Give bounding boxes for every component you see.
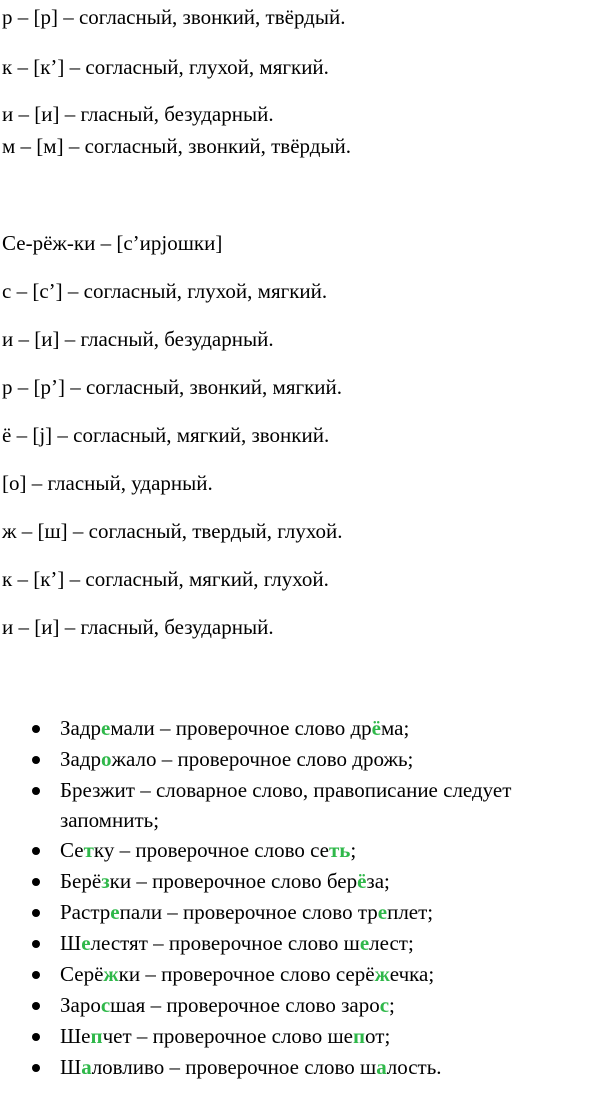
list-item: Задремали – проверочное слово дрёма;	[0, 713, 599, 744]
list-item: Заросшая – проверочное слово зарос;	[0, 990, 599, 1021]
list-item: Берёзки – проверочное слово берёза;	[0, 866, 599, 897]
bullet-icon	[32, 756, 40, 764]
list-item: Шаловливо – проверочное слово шалость.	[0, 1052, 599, 1083]
bullet-icon	[32, 1002, 40, 1010]
phoneme-line: и – [и] – гласный, безударный.	[2, 615, 274, 639]
list-item: Шелестят – проверочное слово шелест;	[0, 928, 599, 959]
list-item: Сетку – проверочное слово сеть;	[0, 835, 599, 866]
bullet-icon	[32, 725, 40, 733]
list-item: Серёжки – проверочное слово серёжечка;	[0, 959, 599, 990]
phoneme-line: ё – [j] – согласный, мягкий, звонкий.	[2, 423, 330, 447]
phoneme-line: р – [р] – согласный, звонкий, твёрдый.	[2, 5, 346, 29]
bullet-icon	[32, 1033, 40, 1041]
list-item: Брезжит – словарное слово, правописание следует запомнить;	[0, 775, 599, 835]
phoneme-line: к – [к’] – согласный, глухой, мягкий.	[2, 55, 329, 79]
list-item: Шепчет – проверочное слово шепот;	[0, 1021, 599, 1052]
list-item: Задрожало – проверочное слово дрожь;	[0, 744, 599, 775]
phoneme-line: к – [к’] – согласный, мягкий, глухой.	[2, 567, 329, 591]
phoneme-line: ж – [ш] – согласный, твердый, глухой.	[2, 519, 343, 543]
list-item: Растрепали – проверочное слово треплет;	[0, 897, 599, 928]
bullet-icon	[32, 971, 40, 979]
phoneme-line: с – [с’] – согласный, глухой, мягкий.	[2, 279, 328, 303]
bullet-icon	[32, 787, 40, 795]
word-transcription-header: Се-рёж-ки – [с’ирjошки]	[2, 231, 223, 255]
phoneme-line: р – [р’] – согласный, звонкий, мягкий.	[2, 375, 343, 399]
bullet-icon	[32, 940, 40, 948]
bullet-icon	[32, 909, 40, 917]
bullet-icon	[32, 1064, 40, 1072]
phoneme-line: [о] – гласный, ударный.	[2, 471, 213, 495]
phoneme-line: м – [м] – согласный, звонкий, твёрдый.	[2, 134, 352, 158]
phoneme-line: и – [и] – гласный, безударный.	[2, 327, 274, 351]
bullet-icon	[32, 847, 40, 855]
phoneme-line: и – [и] – гласный, безударный.	[2, 102, 274, 126]
spelling-check-list	[0, 713, 599, 1083]
bullet-icon	[32, 878, 40, 886]
